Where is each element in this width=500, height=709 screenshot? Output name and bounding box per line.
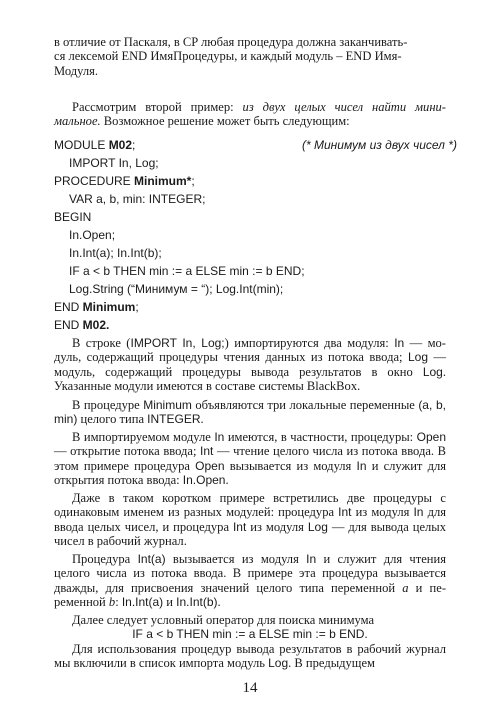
code-line-procedure: PROCEDURE Minimum*;	[54, 174, 195, 188]
code-line-import: IMPORT In, Log;	[69, 156, 159, 170]
code-line-end-module: END M02.	[54, 318, 110, 332]
code-comment: (* Минимум из двух чисел *)	[302, 138, 457, 152]
code-line-open: In.Open;	[69, 228, 116, 242]
code-line-module: MODULE M02; (* Минимум из двух чисел *)	[54, 138, 457, 152]
page-number: 14	[242, 680, 258, 696]
intro-line-3: Модуля.	[54, 63, 99, 78]
code-line-var: VAR a, b, min: INTEGER;	[69, 192, 206, 206]
task-statement: из двух целых чисел найти мини-мальное.	[54, 100, 446, 129]
intro-line-1: в отличие от Паскаля, в CP любая процедура должна заканчивать-	[54, 35, 408, 49]
paragraph-locals: В процедуре Minimum объявляются три локальные переменные (a, b, min) целого типа INTEGER.	[54, 398, 446, 427]
paragraph-in-module: В импортируемом модуле In имеются, в частности, процедуры: Open — открытие потока ввода; Int — чтение целого числа из потока ввода. В этом примере процедура Open вызывается из модуля In и служит для открытия потока ввода: In.Open.	[54, 430, 447, 488]
code-line-begin: BEGIN	[54, 210, 92, 224]
code-line-end-procedure: END Minimum;	[54, 300, 139, 314]
paragraph-imports: В строке (IMPORT In, Log;) импортируются два модуля: In — мо-дуль, содержащий процедуры чтения данных из потока ввода; Log — модуль, содержащий процедуры вывода результатов в окно Log. Указанные модули имеются в составе системы BlackBox.	[54, 336, 447, 394]
paragraph-int-a: Процедура Int(a) вызывается из модуля In и служит для чтения целого числа из потока ввода. В примере эта процедура вызывается дважды, для присвоения значений целого типа переменной a и пе-ременной b: In.Int(a) и In.Int(b).	[54, 552, 447, 610]
example-intro-paragraph: Рассмотрим второй пример: из двух целых чисел найти мини-мальное. Возможное решение может быть следующим:	[54, 100, 446, 129]
code-line-if: IF a < b THEN min := a ELSE min := b END;	[69, 264, 305, 278]
paragraph-same-names: Даже в таком коротком примере встретились две процедуры с одинаковым именем из разных модулей: процедура Int из модуля In для ввода целых чисел, и процедура Int из модуля Log — для вывода целых чисел в рабочий журнал.	[54, 491, 446, 549]
paragraph-conditional: Далее следует условный оператор для поиска минимума	[72, 613, 375, 627]
intro-line-2: ся лексемой END ИмяПроцедуры, и каждый модуль – END Имя-	[54, 49, 402, 64]
intro-text	[54, 35, 446, 78]
code-line-read: In.Int(a); In.Int(b);	[69, 246, 162, 260]
code-line-log: Log.String (“Минимум = “); Log.Int(min);	[69, 282, 284, 296]
paragraph-log-usage: Для использования процедур вывода результатов в рабочий журнал мы включили в список импорта модуль Log. В предыдущем	[54, 642, 446, 671]
code-line-conditional: IF a < b THEN min := a ELSE min := b END.	[132, 627, 368, 641]
